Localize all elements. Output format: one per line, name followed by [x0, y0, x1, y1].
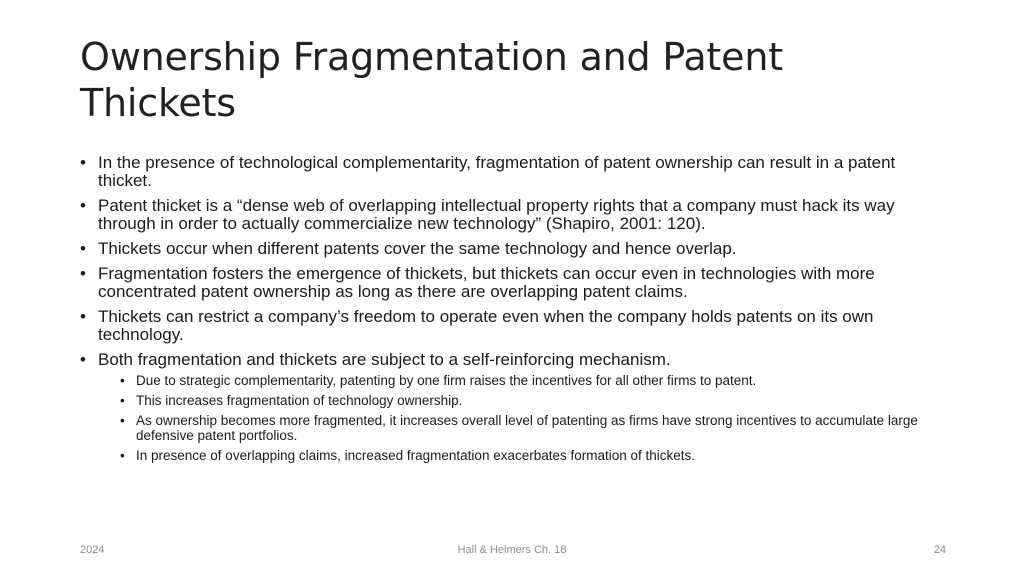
bullet-item-with-sublist [80, 351, 950, 463]
footer-source: Hall & Helmers Ch. 18 [457, 544, 567, 556]
bullet-item: • Patent thicket is a “dense web of overlapping intellectual property rights that a company must hack its way through in order to actually commercialize new technology” (Shapiro, 2001: 120). [80, 197, 950, 233]
footer-date: 2024 [80, 544, 105, 556]
bullet-item: • Fragmentation fosters the emergence of thickets, but thickets can occur even in technologies with more concentrated patent ownership as long as there are overlapping patent claims. [80, 265, 950, 301]
bullet-list [80, 154, 950, 470]
bullet-text: Both fragmentation and thickets are subject to a self-reinforcing mechanism. [98, 350, 671, 369]
sub-bullet-item: • In presence of overlapping claims, increased fragmentation exacerbates formation of thickets. [116, 448, 950, 463]
sub-bullet-list [98, 373, 950, 463]
sub-bullet-item: • This increases fragmentation of technology ownership. [116, 393, 950, 408]
bullet-item: • Thickets can restrict a company’s freedom to operate even when the company holds patents on its own technology. [80, 308, 950, 344]
bullet-item: • Thickets occur when different patents cover the same technology and hence overlap. [80, 240, 950, 258]
slide-title: Ownership Fragmentation and Patent Thickets [80, 35, 783, 125]
bullet-item: • In the presence of technological complementarity, fragmentation of patent ownership can result in a patent thicket. [80, 154, 950, 190]
footer-page-number: 24 [933, 544, 946, 556]
sub-bullet-item: • Due to strategic complementarity, patenting by one firm raises the incentives for all other firms to patent. [116, 373, 950, 388]
sub-bullet-item: • As ownership becomes more fragmented, it increases overall level of patenting as firms have strong incentives to accumulate large defensive patent portfolios. [116, 413, 950, 443]
